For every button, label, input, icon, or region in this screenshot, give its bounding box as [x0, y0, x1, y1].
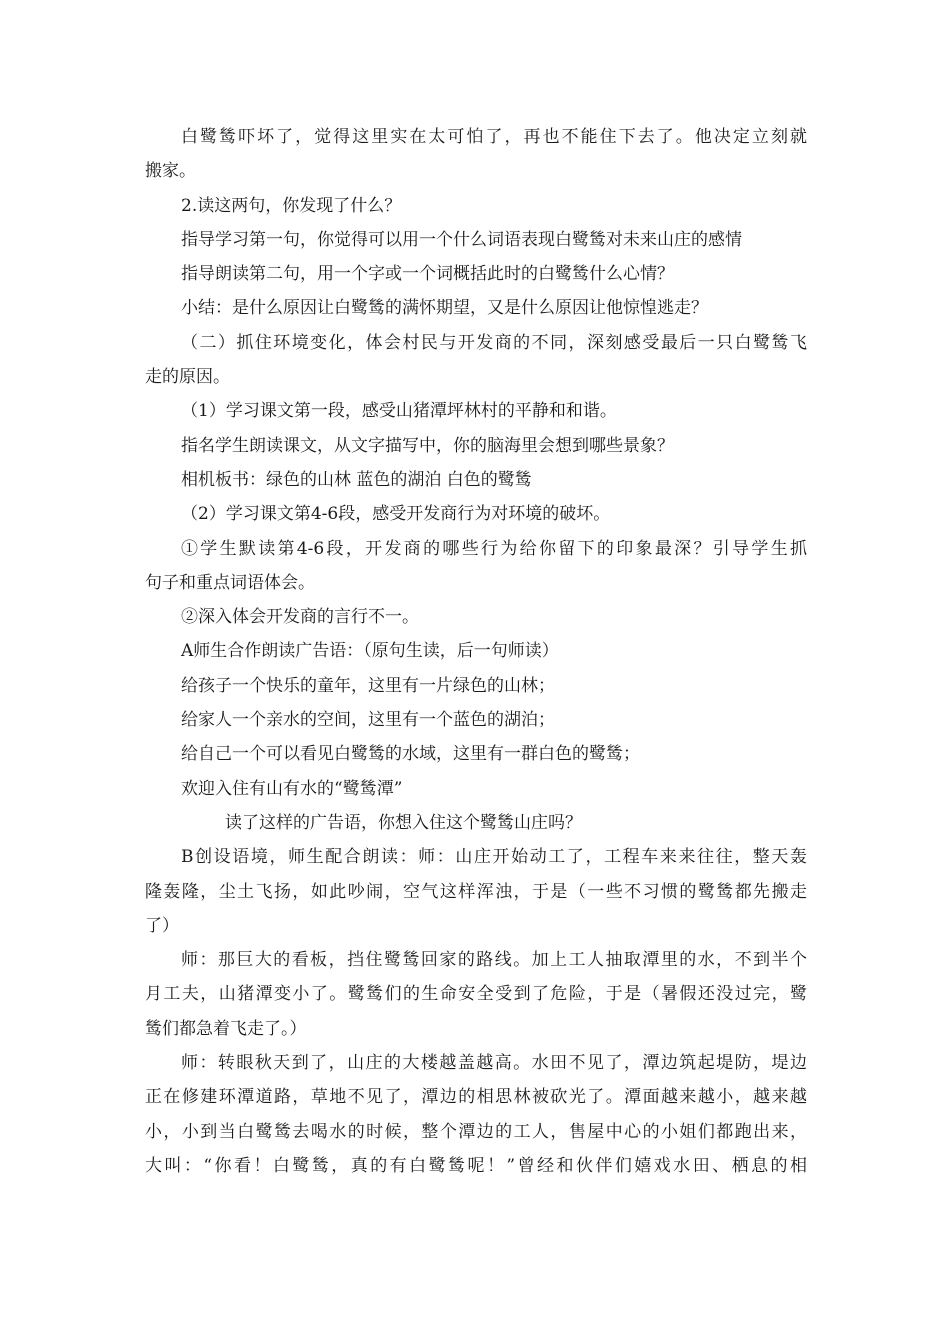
text-line: 师：那巨大的看板，挡住鹭鸶回家的路线。加上工人抽取潭里的水，不到半个 — [181, 950, 807, 971]
text-line: A师生合作朗读广告语：（原句生读，后一句师读） — [181, 641, 559, 662]
text-line: 给家人一个亲水的空间，这里有一个蓝色的湖泊； — [181, 710, 555, 731]
text-line: 指导学习第一句，你觉得可以用一个什么词语表现白鹭鸶对未来山庄的感情 — [181, 229, 742, 250]
text-line: 走的原因。 — [145, 367, 230, 388]
text-line: 给孩子一个快乐的童年，这里有一片绿色的山林； — [181, 675, 555, 696]
text-line: ①学生默读第4-6段，开发商的哪些行为给你留下的印象最深？引导学生抓 — [181, 538, 807, 559]
text-line: 隆轰隆，尘土飞扬，如此吵闹，空气这样浑浊，于是（一些不习惯的鹭鸶都先搬走 — [145, 881, 807, 902]
text-line: 白鹭鸶吓坏了，觉得这里实在太可怕了，再也不能住下去了。他决定立刻就 — [181, 127, 807, 147]
text-line: （1）学习课文第一段，感受山猪潭坪林村的平静和和谐。 — [181, 401, 617, 422]
text-line: 小，小到当白鹭鸶去喝水的时候，整个潭边的工人，售屋中心的小姐们都跑出来， — [145, 1121, 807, 1142]
text-line: 欢迎入住有山有水的“鹭鸶潭” — [181, 778, 403, 799]
text-line: 师：转眼秋天到了，山庄的大楼越盖越高。水田不见了，潭边筑起堤防，堤边 — [181, 1053, 807, 1074]
text-line: 小结：是什么原因让白鹭鸶的满怀期望，又是什么原因让他惊惶逃走？ — [181, 298, 708, 319]
text-line: 搬家。 — [145, 161, 196, 182]
document-body — [145, 120, 807, 1183]
text-line: 了） — [145, 915, 179, 936]
text-line: （2）学习课文第4-6段，感受开发商行为对环境的破坏。 — [181, 504, 611, 525]
text-line: 指导朗读第二句，用一个字或一个词概括此时的白鹭鸶什么心情？ — [181, 264, 674, 285]
text-line: 相机板书：绿色的山林 蓝色的湖泊 白色的鹭鸶 — [181, 469, 532, 490]
text-line: 2.读这两句，你发现了什么？ — [181, 195, 402, 216]
text-line: 句子和重点词语体会。 — [145, 572, 315, 593]
text-line: 正在修建环潭道路，草地不见了，潭边的相思林被砍光了。潭面越来越小，越来越 — [145, 1087, 807, 1108]
text-line: 鸶们都急着飞走了。） — [145, 1018, 307, 1039]
text-line: 给自己一个可以看见白鹭鸶的水域，这里有一群白色的鹭鸶； — [181, 744, 640, 765]
text-line: B创设语境，师生配合朗读：师：山庄开始动工了，工程车来来往往，整天轰 — [181, 847, 807, 868]
text-line: 读了这样的广告语，你想入住这个鹭鸶山庄吗？ — [225, 812, 582, 833]
text-line: （二）抓住环境变化，体会村民与开发商的不同，深刻感受最后一只白鹭鸶飞 — [181, 332, 807, 353]
text-line: 指名学生朗读课文，从文字描写中，你的脑海里会想到哪些景象？ — [181, 435, 674, 456]
text-line: ②深入体会开发商的言行不一。 — [181, 607, 419, 628]
text-line: 大叫：“你看！白鹭鸶，真的有白鹭鸶呢！”曾经和伙伴们嬉戏水田、栖息的相 — [145, 1155, 807, 1176]
text-line: 月工夫，山猪潭变小了。鹭鸶们的生命安全受到了危险，于是（暑假还没过完，鹭 — [145, 984, 807, 1005]
